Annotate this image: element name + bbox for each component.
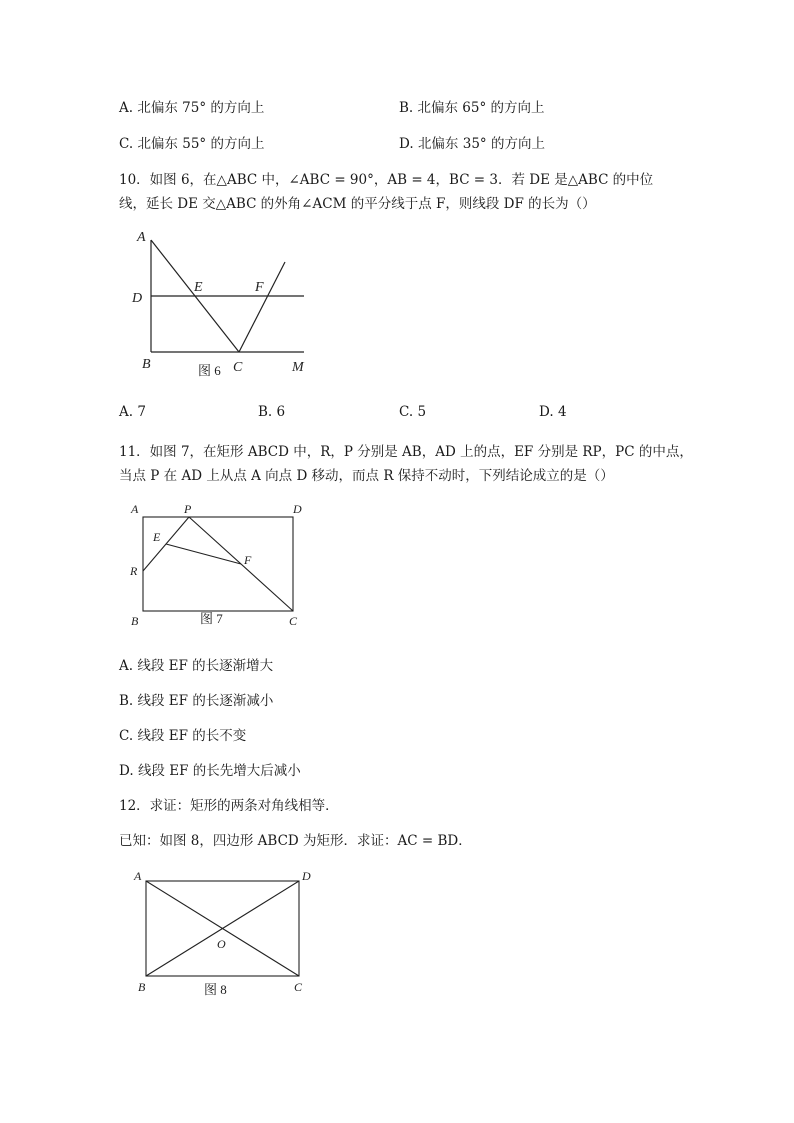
label-d: D: [293, 502, 302, 516]
q10-option-d: D. 4: [539, 404, 567, 420]
label-r: R: [130, 564, 138, 578]
label-b: B: [131, 614, 139, 628]
label-c: C: [233, 360, 243, 375]
label-c: C: [289, 614, 298, 628]
q10-stem-line1: 10．如图 6，在△ABC 中，∠ABC = 90°，AB = 4，BC = 3．若 DE 是△ABC 的中位: [119, 172, 654, 188]
label-m: M: [292, 360, 304, 375]
label-p: P: [184, 502, 192, 516]
q11-stem-line2: 当点 P 在 AD 上从点 A 向点 D 移动，而点 R 保持不动时，下列结论成立的是（）: [119, 468, 614, 484]
q9-option-c: C. 北偏东 55° 的方向上: [119, 136, 265, 152]
q9-option-a: A. 北偏东 75° 的方向上: [119, 100, 265, 116]
q10-stem-line2: 线，延长 DE 交△ABC 的外角∠ACM 的平分线于点 F，则线段 DF 的长为（）: [119, 196, 596, 212]
q11-option-b: B. 线段 EF 的长逐渐减小: [119, 693, 274, 709]
q11-stem-line1: 11．如图 7，在矩形 ABCD 中，R，P 分别是 AB，AD 上的点，EF 分别是 RP，PC 的中点，: [119, 444, 693, 460]
label-b: B: [138, 980, 146, 994]
label-d: D: [302, 869, 311, 883]
q11-option-c: C. 线段 EF 的长不变: [119, 728, 247, 744]
caption-fig6: 图 6: [198, 363, 221, 378]
q11-option-d: D. 线段 EF 的长先增大后减小: [119, 763, 301, 779]
label-a: A: [137, 230, 146, 245]
q10-option-b: B. 6: [258, 404, 286, 420]
q10-option-c: C. 5: [399, 404, 427, 420]
q12-stem-line2: 已知：如图 8，四边形 ABCD 为矩形．求证：AC = BD．: [119, 833, 472, 849]
label-e: E: [194, 280, 203, 295]
caption-fig8: 图 8: [204, 982, 227, 997]
q12-stem-line1: 12．求证：矩形的两条对角线相等．: [119, 798, 339, 814]
q9-option-d: D. 北偏东 35° 的方向上: [399, 136, 545, 152]
label-o: O: [217, 937, 226, 951]
label-c: C: [294, 980, 303, 994]
label-e: E: [153, 530, 161, 544]
label-a: A: [131, 502, 139, 516]
q11-option-a: A. 线段 EF 的长逐渐增大: [119, 658, 274, 674]
label-d: D: [132, 291, 143, 306]
caption-fig7: 图 7: [200, 611, 223, 626]
label-f: F: [244, 553, 252, 567]
label-a: A: [134, 869, 142, 883]
q10-option-a: A. 7: [119, 404, 146, 420]
q9-option-b: B. 北偏东 65° 的方向上: [399, 100, 545, 116]
label-f: F: [255, 280, 264, 295]
label-b: B: [142, 357, 151, 372]
